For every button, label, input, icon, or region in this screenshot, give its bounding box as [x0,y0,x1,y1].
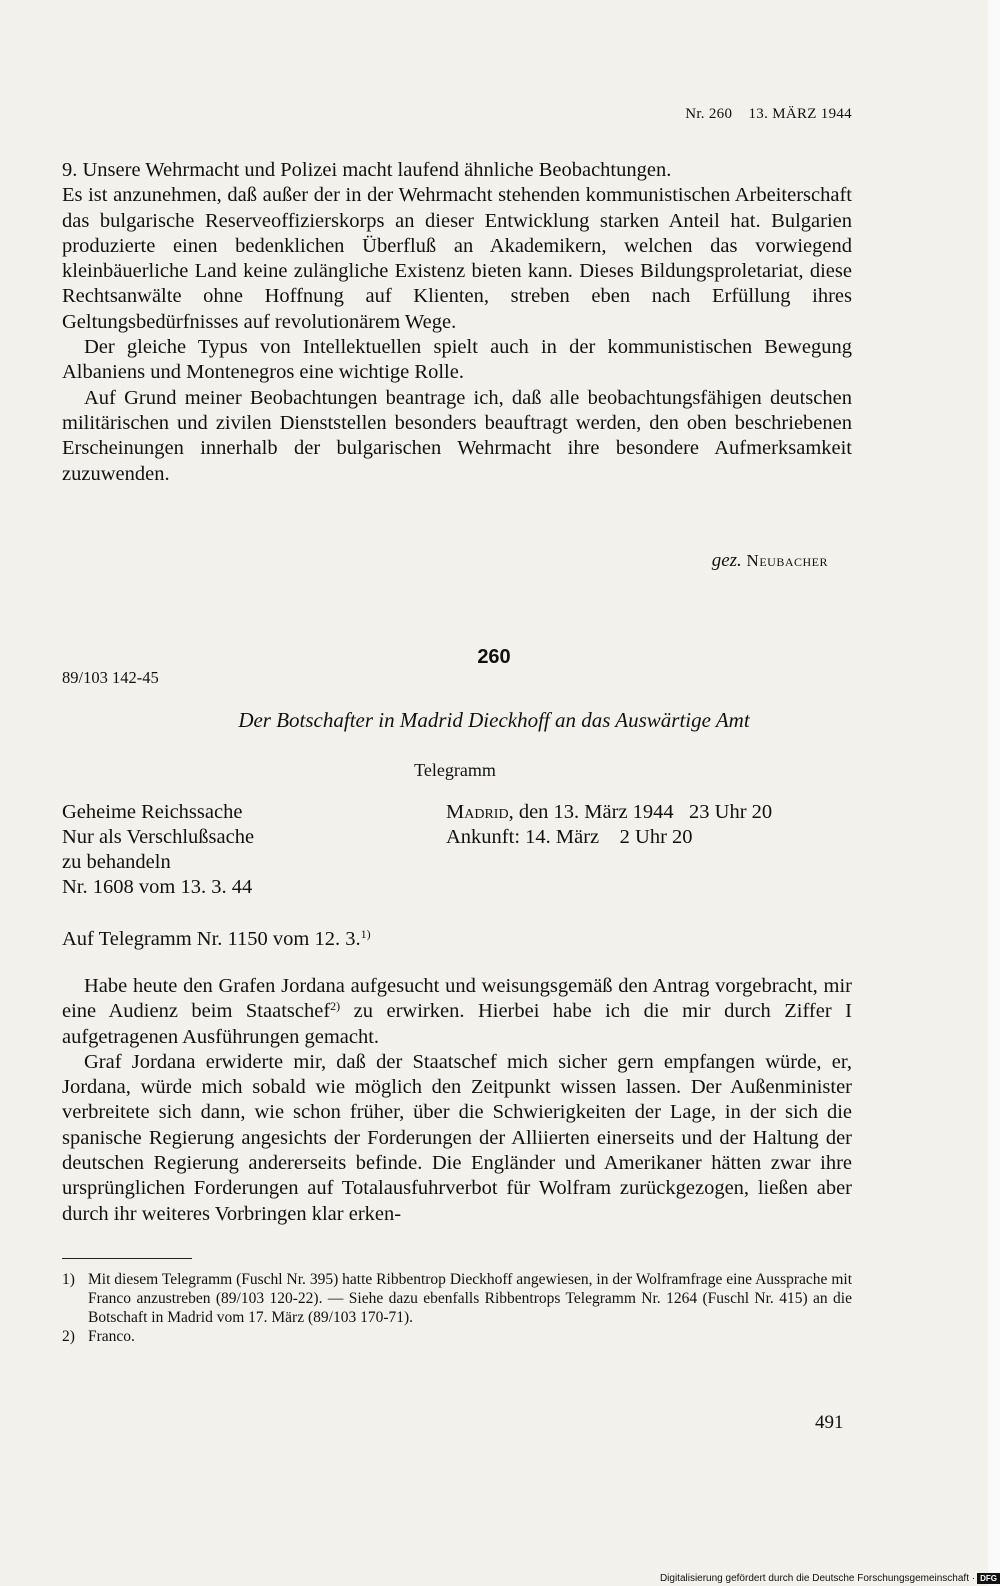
classification-line: Nr. 1608 vom 13. 3. 44 [62,876,253,898]
footnote-rule [62,1258,192,1259]
paragraph: Auf Grund meiner Beobachtungen beantrage ich, daß alle beobachtungsfähigen deutschen militärischen und zivilen Dienststellen besonders beauftragt werden, den oben beschriebenen Erscheinungen innerhalb der bulgarischen Wehrmacht ihre besondere Aufmerksamkeit zuzuwenden. [62,386,852,485]
origin-time: 23 Uhr 20 [689,801,773,823]
signature-prefix: gez. [711,550,742,571]
page-edge [988,0,1000,1586]
body-text: zu erwirken. Hierbei habe ich die mir durch Ziffer I aufgetragenen Ausführungen gemacht. [62,1000,852,1048]
telegram-reference [62,928,371,951]
header-doc-number: Nr. 260 [685,106,733,122]
footer-text: Digitalisierung gefördert durch die Deutsche Forschungsgemeinschaft · [659,1573,976,1585]
signature [712,550,828,572]
document-kind: Telegramm [414,760,496,780]
paragraph [62,974,852,1050]
footnote [62,1327,852,1346]
body-text: Habe heute den Grafen Jordana aufgesucht und weisungsgemäß den Antrag vorgebracht, mir eine Audienz beim Staatschef [62,975,852,1023]
origin-place: Madrid [446,801,509,823]
paragraph: Es ist anzunehmen, daß außer der in der Wehrmacht stehenden kommunistischen Arbeiterschaft das bulgarische Reserveoffizierskorps an dieser Entwicklung starken Anteil hat. Bulgarien produzierte einen bedenklichen Überfluß an Akademikern, welchen das vorwiegend kleinbäuerliche Land keine zulängliche Existenz bieten kann. Dieses Bildungsproletariat, diese Rechtsanwälte ohne Hoffnung auf Klienten, streben eben nach Erfüllung ihres Geltungsbedürfnisses auf revolutionärem Wege. [62,184,852,333]
running-header [600,106,852,123]
classification-line: Geheime Reichssache [62,801,243,823]
footnote-mark: 1) [62,1271,75,1288]
arrival-line [446,825,772,850]
dispatch-block [446,800,772,850]
paragraph: Der gleiche Typus von Intellektuellen spielt auch in der kommunistischen Bewegung Albaniens und Montenegros eine wichtige Rolle. [62,336,852,384]
footnote-text: Franco. [88,1328,135,1345]
origin-date: , den 13. März 1944 [508,801,674,823]
reference-text: Auf Telegramm Nr. 1150 vom 12. 3. [62,928,361,950]
origin-line [446,800,772,825]
footnote [62,1270,852,1327]
dfg-logo: DFG [977,1573,1000,1584]
arrival-time: 2 Uhr 20 [619,826,693,848]
footnote-marker: 2) [330,999,341,1014]
document-number: 260 [477,646,511,668]
file-reference: 89/103 142-45 [62,668,159,687]
signature-name: Neubacher [746,551,828,570]
document-title: Der Botschafter in Madrid Dieckhoff an das Auswärtige Amt [238,708,750,732]
previous-document-text [62,158,852,487]
classification-line: Nur als Verschlußsache [62,826,255,848]
telegram-body [62,974,852,1227]
footnote-marker: 1) [360,927,371,941]
footnote-mark: 2) [62,1328,75,1345]
footnotes [62,1270,852,1346]
footnote-text: Mit diesem Telegramm (Fuschl Nr. 395) hatte Ribbentrop Dieckhoff angewiesen, in der Wolframfrage eine Aussprache mit Franco anzustreben (89/103 120-22). — Siehe dazu ebenfalls Ribbentrops Telegramm Nr. 1264 (Fuschl Nr. 415) an die Botschaft in Madrid vom 17. März (89/103 170-71). [88,1271,852,1326]
page-number: 491 [815,1412,844,1433]
header-date: 13. MÄRZ 1944 [748,106,852,122]
arrival-label: Ankunft: 14. März [446,826,600,848]
digitization-footer [600,1573,1000,1586]
classification-block [62,800,254,900]
paragraph: 9. Unsere Wehrmacht und Polizei macht laufend ähnliche Beobachtungen. [62,159,672,181]
classification-line: zu behandeln [62,851,171,873]
paragraph: Graf Jordana erwiderte mir, daß der Staatschef mich sicher gern empfangen würde, er, Jordana, würde mich sobald wie möglich den Zeitpunkt wissen lassen. Der Außenminister verbreitete sich dann, wie schon früher, über die Schwierigkeiten der Lage, in der sich die spanische Regierung angesichts der Forderungen der Alliierten einerseits und der Haltung der deutschen Regierung andererseits befinde. Die Engländer und Amerikaner hätten zwar ihre ursprünglichen Forderungen auf Totalausfuhrverbot für Wolfram zurückgezogen, ließen aber durch ihr weiteres Vorbringen klar erken- [62,1050,852,1225]
